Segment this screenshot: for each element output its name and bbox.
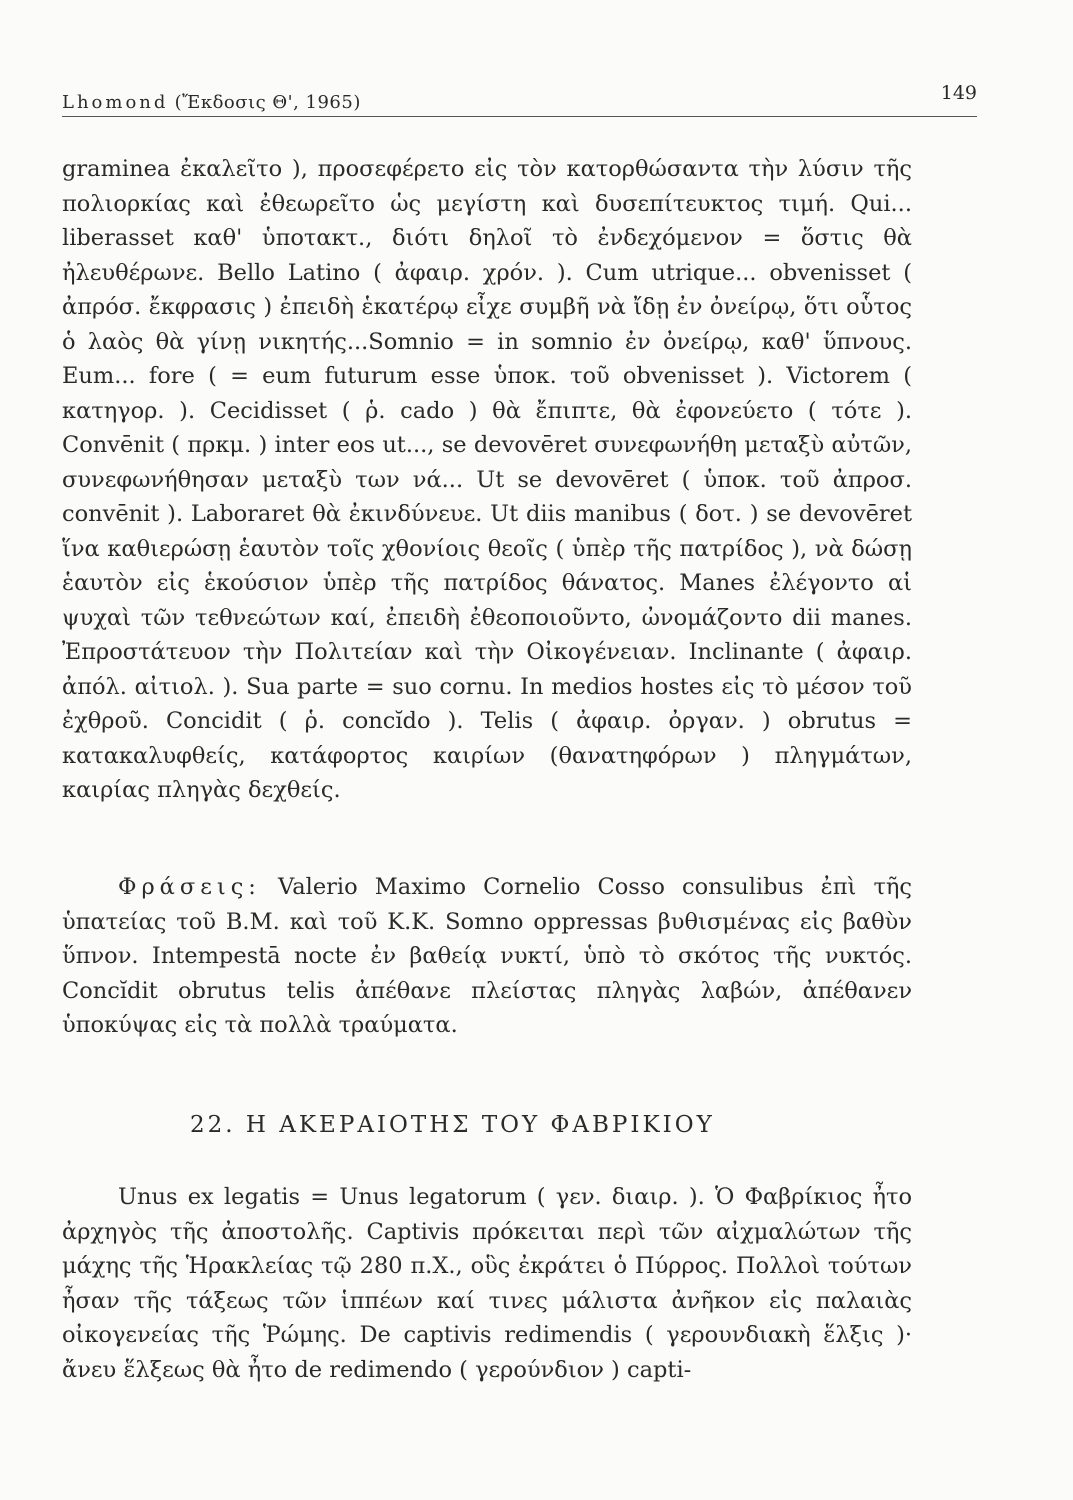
page-header xyxy=(62,82,977,117)
author-name: Lhomond xyxy=(62,92,169,113)
section-heading: 22. Η ΑΚΕΡΑΙΟΤΗΣ ΤΟΥ ΦΑΒΡΙΚΙΟΥ xyxy=(190,1112,715,1138)
edition-info: (Ἔκδοσις Θ', 1965) xyxy=(174,92,361,113)
phrases-label: Φράσεις: xyxy=(118,874,261,900)
phrases-text: Valerio Maximo Cornelio Cosso consulibus ἐπὶ τῆς ὑπατείας τοῦ Β.Μ. καὶ τοῦ Κ.Κ. Somno oppressas βυθισμένας εἰς βαθὺν ὕπνον. Intempestā nocte ἐν βαθείᾳ νυκτί, ὑπὸ τὸ σκότος τῆς νυκτός. Concĭdit obrutus telis ἀπέθανε πλείστας πληγὰς λαβών, ἀπέθανεν ὑποκύψας εἰς τὰ πολλὰ τραύματα. xyxy=(62,874,913,1038)
running-head xyxy=(62,92,361,113)
section-block xyxy=(62,1180,912,1387)
page-number: 149 xyxy=(940,82,977,104)
commentary-paragraph: graminea ἐκαλεῖτο ), προσεφέρετο εἰς τὸν κατορθώσαντα τὴν λύσιν τῆς πολιορκίας καὶ ἐθεωρεῖτο ὡς μεγίστη καὶ δυσεπίτευκτος τιμή. Qui... liberasset καθ' ὑποτακτ., διότι δηλοῖ τὸ ἐνδεχόμενον = ὅστις θὰ ἠλευθέρωνε. Bello Latino ( ἀφαιρ. χρόν. ). Cum utrique... obvenisset ( ἀπρόσ. ἔκφρασις ) ἐπειδὴ ἑκατέρῳ εἶχε συμβῆ νὰ ἴδῃ ἐν ὀνείρῳ, ὅτι οὗτος ὁ λαὸς θὰ γίνῃ νικητής...Somnio = in somnio ἐν ὀνείρῳ, καθ' ὕπνους. Eum... fore ( = eum futurum esse ὑποκ. τοῦ obvenisset ). Victorem ( κατηγορ. ). Cecidisset ( ῥ. cado ) θὰ ἔπιπτε, θὰ ἐφονεύετο ( τότε ). Convēnit ( πρκμ. ) inter eos ut..., se devovēret συνεφωνήθη μεταξὺ αὐτῶν, συνεφωνήθησαν μεταξὺ των νά... Ut se devovēret ( ὑποκ. τοῦ ἀπροσ. convēnit ). Laboraret θὰ ἐκινδύνευε. Ut diis manibus ( δοτ. ) se devovēret ἵνα καθιερώσῃ ἑαυτὸν τοῖς χθονίοις θεοῖς ( ὑπὲρ τῆς πατρίδος ), νὰ δώσῃ ἑαυτὸν εἰς ἑκούσιον ὑπὲρ τῆς πατρίδος θάνατος. Manes ἐλέγοντο αἱ ψυχαὶ τῶν τεθνεώτων καί, ἐπειδὴ ἐθεοποιοῦντο, ὠνομάζοντο dii manes. Ἐπροστάτευον τὴν Πολιτείαν καὶ τὴν Οἰκογένειαν. Inclinante ( ἀφαιρ. ἀπόλ. αἰτιολ. ). Sua parte = suo cornu. In medios hostes εἰς τὸ μέσον τοῦ ἐχθροῦ. Concidit ( ῥ. concĭdo ). Telis ( ἀφαιρ. ὀργαν. ) obrutus = κατακαλυφθείς, κατάφορτος καιρίων (θανατηφόρων ) πληγμάτων, καιρίας πληγὰς δεχθείς. xyxy=(62,156,912,803)
section-paragraph: Unus ex legatis = Unus legatorum ( γεν. διαιρ. ). Ὁ Φαβρίκιος ἦτο ἀρχηγὸς τῆς ἀποστολῆς. Captivis πρόκειται περὶ τῶν αἰχμαλώτων τῆς μάχης τῆς Ἡρακλείας τῷ 280 π.Χ., οὓς ἐκράτει ὁ Πύρρος. Πολλοὶ τούτων ἦσαν τῆς τάξεως τῶν ἱππέων καί τινες μάλιστα ἀνῆκον εἰς παλαιὰς οἰκογενείας τῆς Ῥώμης. De captivis redimendis ( γερουνδιακὴ ἕλξις )· ἄνευ ἕλξεως θὰ ἦτο de redimendo ( γερούνδιον ) capti- xyxy=(62,1184,912,1383)
phrases-paragraph xyxy=(62,870,912,1043)
commentary-block xyxy=(62,152,912,808)
phrases-block xyxy=(62,870,912,1043)
